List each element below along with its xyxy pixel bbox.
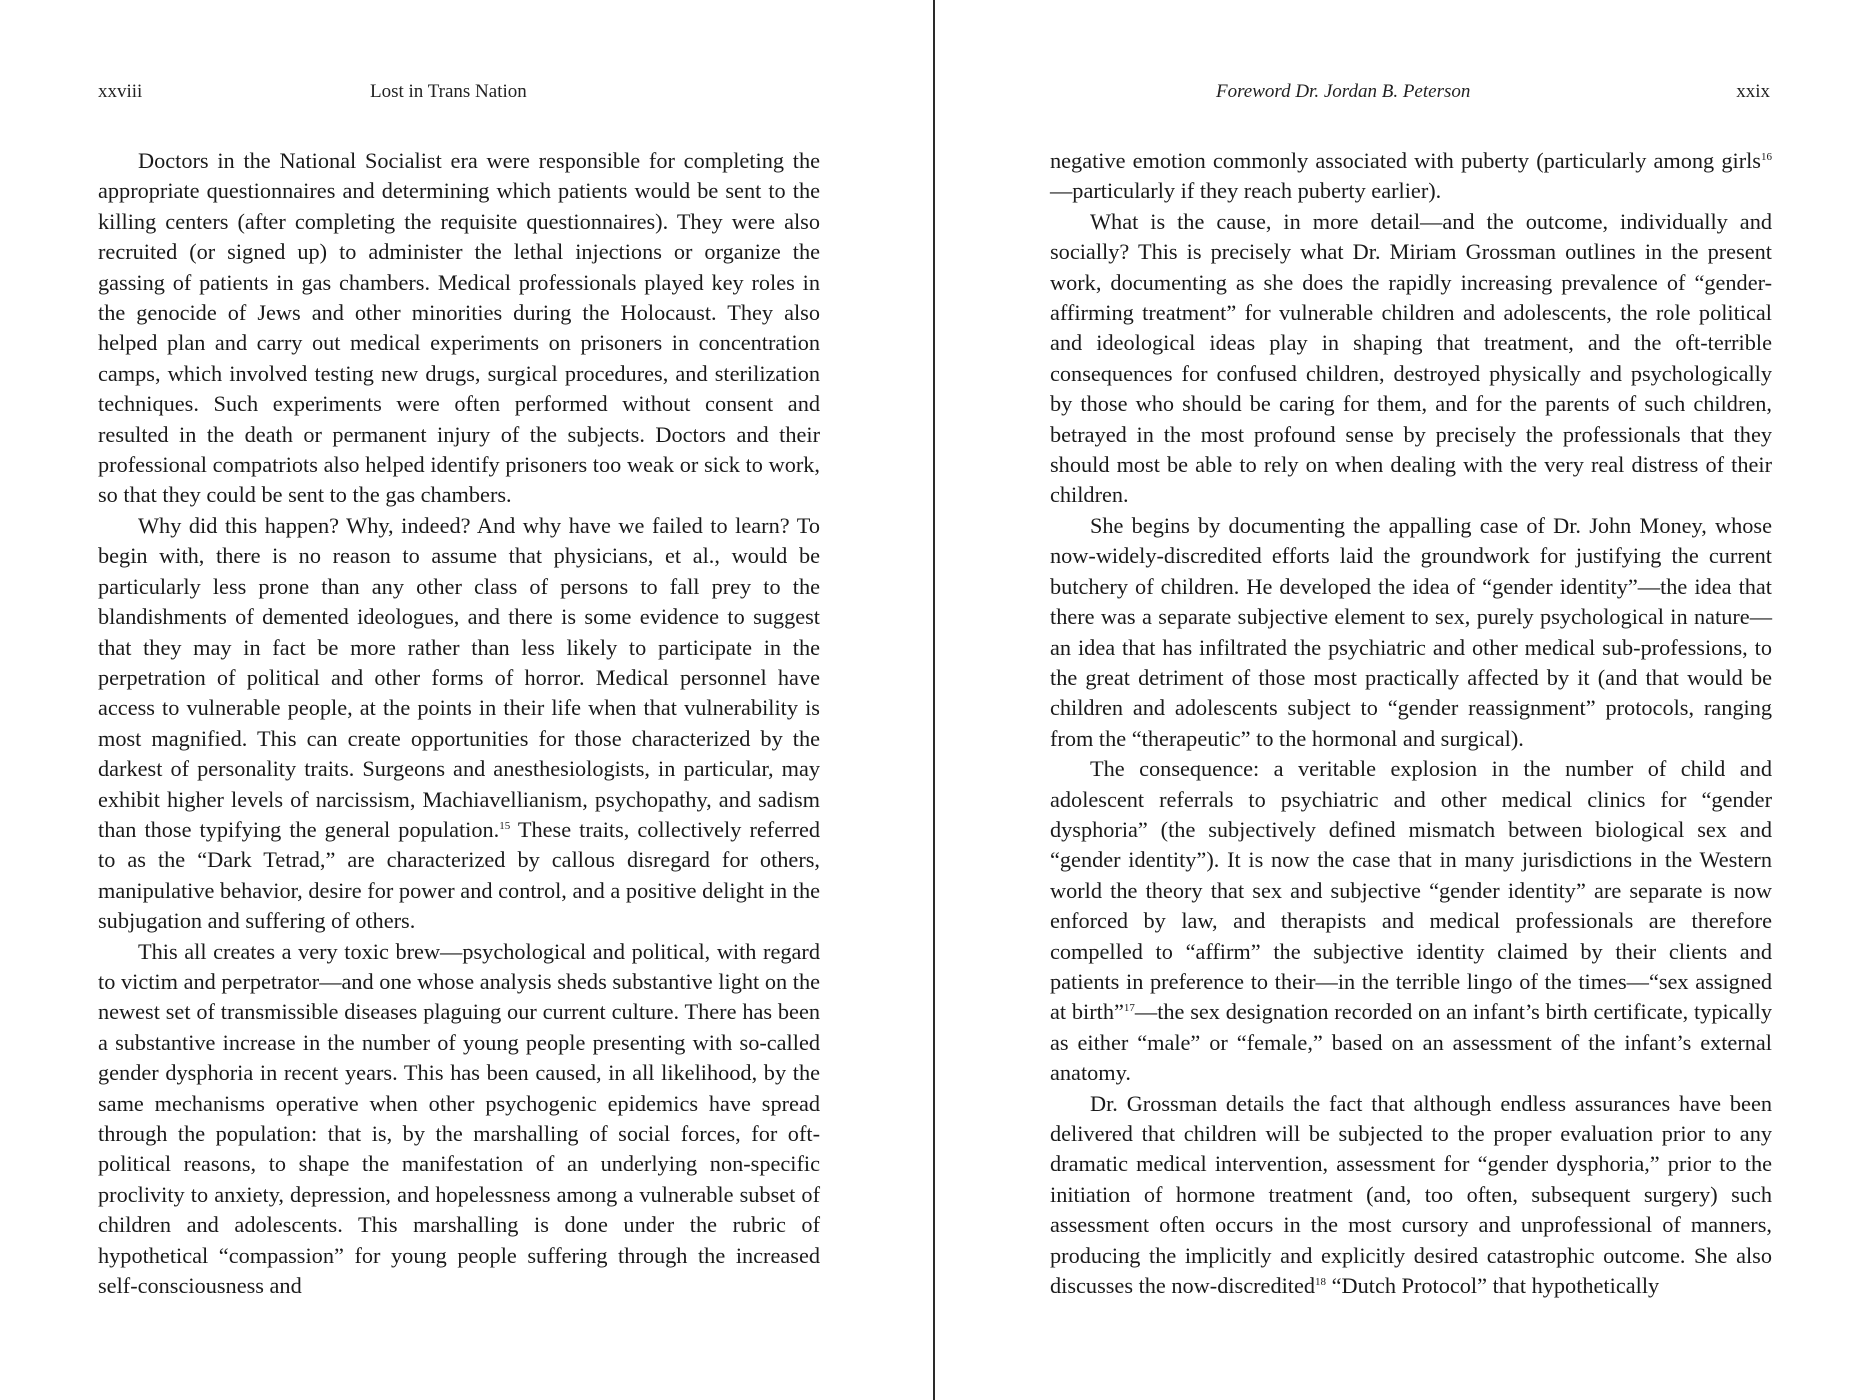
footnote-marker: 17 (1123, 1002, 1135, 1015)
paragraph-text: negative emotion commonly associated with puberty (particularly among girls (1050, 148, 1761, 173)
paragraph-continued (1050, 146, 1772, 207)
footnote-marker: 18 (1315, 1276, 1327, 1289)
paragraph-text: The consequence: a veritable explosion in the number of child and adolescent referrals to psychiatric and other medical clinics for “gender dysphoria” (the subjectively defined mismatch between biological sex and “gender identity”). It is now the case that in many jurisdictions in the Western world the theory that sex and subjective “gender identity” are separate is now enforced by law, and therapists and medical professionals are therefore compelled to “affirm” the subjective identity claimed by their clients and patients in preference to their—in the terrible lingo of the times—“sex assigned at birth” (1050, 756, 1772, 1025)
paragraph (98, 511, 820, 937)
paragraph-text: —the sex designation recorded on an infant’s birth certificate, typically as either “male” or “female,” based on an assessment of the infant’s external anatomy. (1050, 999, 1772, 1086)
running-head-chapter-title: Foreword Dr. Jordan B. Peterson (1216, 81, 1471, 102)
footnote-marker: 16 (1761, 151, 1772, 163)
right-page (936, 0, 1866, 1400)
left-page-body (98, 146, 820, 1301)
right-page-header (1050, 78, 1770, 106)
left-page-header (98, 78, 818, 106)
paragraph-text: —particularly if they reach puberty earlier). (1050, 178, 1442, 204)
paragraph: She begins by documenting the appalling case of Dr. John Money, whose now-widely-discredited efforts laid the groundwork for justifying the current butchery of children. He developed the idea of “gender identity”—the idea that there was a separate subjective element to sex, purely psychological in nature—an idea that has infiltrated the psychiatric and other medical sub-professions, to the great detriment of those most practically affected by it (and that would be children and adolescents subject to “gender reassignment” protocols, ranging from the “therapeutic” to the hormonal and surgical). (1050, 512, 1772, 751)
page-number-left: xxviii (98, 81, 143, 102)
paragraph: This all creates a very toxic brew—psychological and political, with regard to victim and perpetrator—and one whose analysis sheds substantive light on the newest set of transmissible diseases plaguing our current culture. There has been a substantive increase in the number of young people presenting with so-called gender dysphoria in recent years. This has been caused, in all likelihood, by the same mechanisms operative when other psychogenic epidemics have spread through the population: that is, by the marshalling of social forces, for oft-political reasons, to shape the manifestation of an underlying non-specific proclivity to anxiety, depression, and hopelessness among a vulnerable subset of children and adolescents. This marshalling is done under the rubric of hypothetical “compassion” for young people suffering through the increased self-consciousness and (98, 938, 820, 1299)
paragraph (1050, 1089, 1772, 1302)
page-number-right: xxix (1736, 81, 1770, 102)
paragraph: What is the cause, in more detail—and the outcome, individually and socially? This is precisely what Dr. Miriam Grossman outlines in the present work, documenting as she does the rapidly increasing prevalence of “gender-affirming treatment” for vulnerable children and adolescents, the role political and ideological ideas play in shaping that treatment, and the oft-terrible consequences for confused children, destroyed physically and psychologically by those who should be caring for them, and for the parents of such children, betrayed in the most profound sense by precisely the professionals that they should most be able to rely on when dealing with the very real distress of their children. (1050, 208, 1772, 508)
paragraph (1050, 754, 1772, 1088)
paragraph: Doctors in the National Socialist era were responsible for completing the appropriate questionnaires and determining which patients would be sent to the killing centers (after completing the requisite questionnaires). They were also recruited (or signed up) to administer the lethal injections or organize the gassing of patients in gas chambers. Medical professionals played key roles in the genocide of Jews and other minorities during the Holocaust. They also helped plan and carry out medical experiments on prisoners in concentration camps, which involved testing new drugs, surgical procedures, and sterilization techniques. Such experiments were often performed without consent and resulted in the death or permanent injury of the subjects. Doctors and their professional compatriots also helped identify prisoners too weak or sick to work, so that they could be sent to the gas chambers. (98, 148, 820, 508)
paragraph-text: Dr. Grossman details the fact that although endless assurances have been delivered that children will be subjected to the proper evaluation prior to any dramatic medical intervention, assessment for “gender dysphoria,” prior to the initiation of hormone treatment (and, too often, subsequent surgery) such assessment often occurs in the most cursory and unprofessional of manners, producing the implicitly and explicitly desired catastrophic outcome. She also discusses the now-discredited (1050, 1090, 1772, 1299)
running-head-book-title: Lost in Trans Nation (370, 81, 527, 102)
paragraph-text: These traits, collectively referred to as the “Dark Tetrad,” are characterized by callous disregard for others, manipulative behavior, desire for power and control, and a positive delight in the subjugation and suffering of others. (98, 816, 820, 934)
paragraph-text: “Dutch Protocol” that hypothetically (1326, 1273, 1660, 1299)
paragraph-text: Why did this happen? Why, indeed? And why have we failed to learn? To begin with, there is no reason to assume that physicians, et al., would be particularly less prone than any other class of persons to fall prey to the blandishments of demented ideologues, and there is some evidence to suggest that they may in fact be more rather than less likely to participate in the perpetration of political and other forms of horror. Medical personnel have access to vulnerable people, at the points in their life when that vulnerability is most magnified. This can create opportunities for those characterized by the darkest of personality traits. Surgeons and anesthesiologists, in particular, may exhibit higher levels of narcissism, Machiavellianism, psychopathy, and sadism than those typifying the general population. (98, 512, 820, 842)
right-page-body (1050, 146, 1772, 1301)
footnote-marker: 15 (499, 819, 511, 832)
